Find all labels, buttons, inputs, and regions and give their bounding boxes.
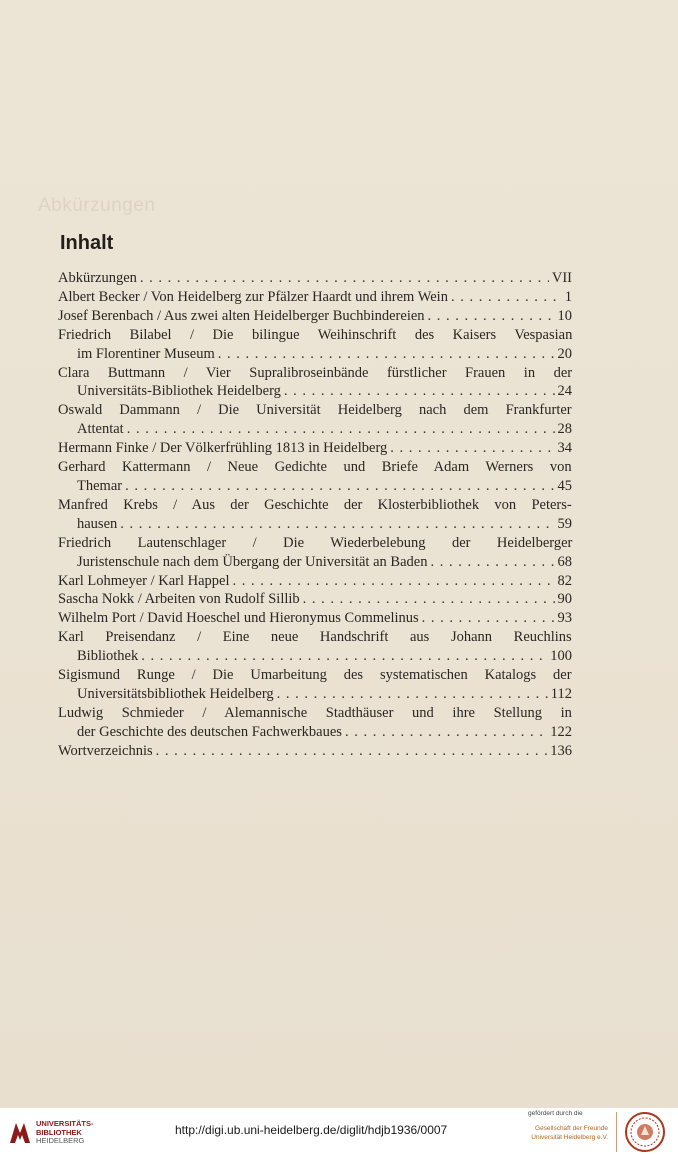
toc-entry-continuation: Attentat <box>77 421 124 438</box>
footer-divider <box>616 1112 617 1152</box>
toc-page-number: 59 <box>557 515 572 532</box>
toc-line <box>58 401 572 420</box>
dot-leader <box>233 572 555 591</box>
toc-page-number: 24 <box>557 383 572 400</box>
toc-entry-title: Karl Lohmeyer / Karl Happel <box>58 572 230 589</box>
toc-entry-title: Hermann Finke / Der Völkerfrühling 1813 in Heidelberg <box>58 440 388 457</box>
toc-page-number: 82 <box>557 572 572 589</box>
dot-leader <box>277 685 548 704</box>
toc-entry-title: Oswald Dammann / Die Universität Heidelberg nach dem Frankfurter <box>58 402 572 419</box>
toc-line <box>58 382 572 401</box>
dot-leader <box>156 742 548 761</box>
toc-line <box>58 723 572 742</box>
toc-entry-title: Sigismund Runge / Die Umarbeitung des systematischen Katalogs der <box>58 667 572 684</box>
toc-line <box>58 269 572 288</box>
dot-leader <box>125 477 554 496</box>
toc-line <box>58 628 572 647</box>
toc-page-number: 68 <box>557 553 572 570</box>
toc-page-number: 28 <box>557 421 572 438</box>
toc-page-number: 136 <box>550 742 572 759</box>
toc-page-number: VII <box>551 270 572 286</box>
toc-entry-title: Karl Preisendanz / Eine neue Handschrift aus Johann Reuchlins <box>58 629 572 646</box>
toc-line <box>58 420 572 439</box>
toc-page-number: 34 <box>557 440 572 457</box>
toc-entry-title: Wilhelm Port / David Hoeschel und Hieronymus Commelinus <box>58 610 419 627</box>
toc-line <box>58 439 572 458</box>
dot-leader <box>428 307 555 326</box>
table-of-contents <box>58 269 572 761</box>
toc-line <box>58 666 572 685</box>
toc-line <box>58 288 572 307</box>
toc-page-number: 1 <box>564 288 572 305</box>
university-library-logo-icon <box>8 1121 32 1145</box>
toc-line <box>58 609 572 628</box>
toc-entry-title: Gerhard Kattermann / Neue Gedichte und Briefe Adam Werners von <box>58 459 572 476</box>
toc-entry-continuation: im Florentiner Museum <box>77 345 215 362</box>
dot-leader <box>345 723 547 742</box>
dot-leader <box>120 515 554 534</box>
toc-entry-title: Friedrich Lautenschlager / Die Wiederbelebung der Heidelberger <box>58 534 573 551</box>
toc-line <box>58 326 572 345</box>
university-library-logo[interactable] <box>36 1120 94 1146</box>
toc-entry-title: Clara Buttmann / Vier Supralibroseinbände fürstlicher Frauen in der <box>58 364 573 381</box>
sponsor-intro: gefördert durch die <box>528 1110 583 1117</box>
toc-entry-continuation: Universitäts-Bibliothek Heidelberg <box>77 383 281 400</box>
toc-entry-continuation: Themar <box>77 477 123 494</box>
toc-entry-title: Ludwig Schmieder / Alemannische Stadthäuser und ihre Stellung in <box>58 704 572 721</box>
sponsor-line-2: Universität Heidelberg e.V. <box>531 1134 608 1141</box>
dot-leader <box>218 345 555 364</box>
toc-entry-title: Sascha Nokk / Arbeiten von Rudolf Sillib <box>58 591 300 608</box>
toc-line <box>58 704 572 723</box>
bleed-through-text: Abkürzungen <box>38 195 156 216</box>
toc-entry-title: Albert Becker / Von Heidelberg zur Pfälzer Haardt und ihrem Wein <box>58 288 448 305</box>
toc-entry-title: Friedrich Bilabel / Die bilingue Weihinschrift des Kaisers Vespasian <box>58 326 573 343</box>
dot-leader <box>284 382 555 401</box>
toc-entry-continuation: hausen <box>77 515 118 532</box>
toc-line <box>58 307 572 326</box>
toc-line <box>58 685 572 704</box>
dot-leader <box>430 553 554 572</box>
toc-line <box>58 458 572 477</box>
dot-leader <box>140 269 549 288</box>
toc-entry-title: Abkürzungen <box>58 270 137 286</box>
dot-leader <box>422 609 555 628</box>
dot-leader <box>451 288 559 307</box>
sponsor-line-1: Gesellschaft der Freunde <box>535 1125 608 1132</box>
toc-entry-continuation: Bibliothek <box>77 648 139 665</box>
toc-page-number: 90 <box>557 591 572 608</box>
toc-line <box>58 496 572 515</box>
toc-page-number: 93 <box>557 610 572 627</box>
toc-line <box>58 553 572 572</box>
toc-line <box>58 515 572 534</box>
toc-page-number: 10 <box>557 307 572 324</box>
logo-line-1: UNIVERSITÄTS- <box>36 1119 94 1128</box>
toc-line <box>58 572 572 591</box>
toc-line <box>58 345 572 364</box>
logo-line-2: BIBLIOTHEK <box>36 1127 82 1137</box>
footer-bar <box>0 1108 678 1155</box>
toc-page-number: 100 <box>550 648 572 665</box>
toc-entry-title: Manfred Krebs / Aus der Geschichte der Klosterbibliothek von Peters- <box>58 496 572 513</box>
toc-line <box>58 647 572 666</box>
page-heading: Inhalt <box>60 232 114 254</box>
toc-page-number: 112 <box>550 685 572 702</box>
logo-line-3: HEIDELBERG <box>36 1136 85 1145</box>
dot-leader <box>141 647 547 666</box>
toc-page-number: 45 <box>557 477 572 494</box>
toc-line <box>58 477 572 496</box>
toc-entry-title: Wortverzeichnis <box>58 742 153 759</box>
toc-line <box>58 590 572 609</box>
toc-line <box>58 364 572 383</box>
toc-page-number: 122 <box>550 723 572 740</box>
toc-entry-continuation: der Geschichte des deutschen Fachwerkbaues <box>77 723 342 740</box>
university-seal-icon <box>624 1111 666 1153</box>
toc-page-number: 20 <box>557 345 572 362</box>
sponsor-name[interactable] <box>531 1124 608 1142</box>
toc-entry-continuation: Juristenschule nach dem Übergang der Universität an Baden <box>77 553 428 570</box>
dot-leader <box>390 439 554 458</box>
dot-leader <box>303 590 555 609</box>
toc-line <box>58 534 572 553</box>
toc-entry-title: Josef Berenbach / Aus zwei alten Heidelberger Buchbindereien <box>58 307 425 324</box>
permalink-url[interactable]: http://digi.ub.uni-heidelberg.de/diglit/hdjb1936/0007 <box>175 1123 448 1137</box>
toc-line <box>58 742 572 761</box>
toc-entry-continuation: Universitätsbibliothek Heidelberg <box>77 685 274 702</box>
dot-leader <box>127 420 555 439</box>
